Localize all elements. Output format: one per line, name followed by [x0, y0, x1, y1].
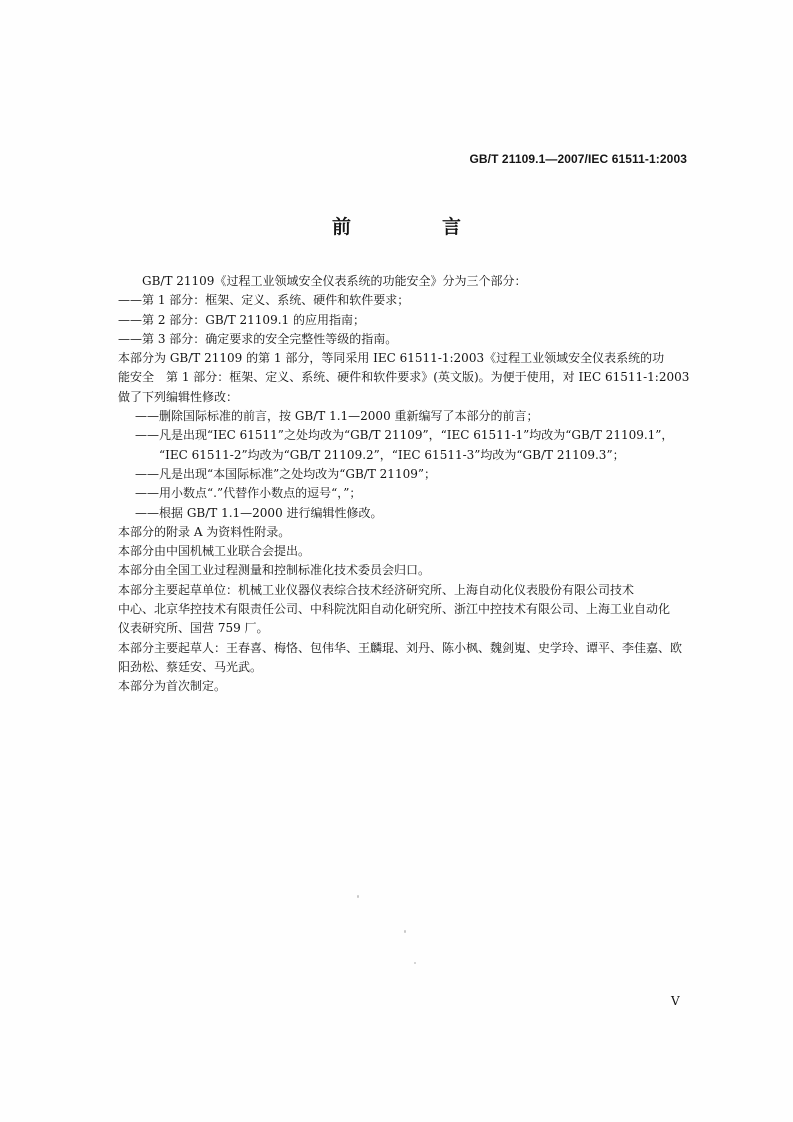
- drafting-units-paragraph: [118, 581, 693, 639]
- modification-item: ——用小数点“.”代替作小数点的逗号“，”；: [135, 486, 362, 501]
- adoption-line: 本部分为 GB/T 21109 的第 1 部分，等同采用 IEC 61511-1:2003《过程工业领域安全仪表系统的功: [118, 351, 665, 366]
- adoption-paragraph: [118, 349, 693, 407]
- scan-speck: [357, 895, 359, 898]
- drafting-units-line: 本部分主要起草单位：机械工业仪器仪表综合技术经济研究所、上海自动化仪表股份有限公司技术: [118, 582, 635, 597]
- page-title: 前 言: [331, 216, 497, 238]
- adoption-line: 能安全 第 1 部分：框架、定义、系统、硬件和软件要求》(英文版)。为便于使用，对 IEC 61511-1:2003: [118, 370, 690, 385]
- foreword-body: [118, 272, 693, 697]
- drafters-line: 本部分主要起草人：王春喜、梅恪、包伟华、王麟琨、刘丹、陈小枫、魏剑嵬、史学玲、谭平、李佳嘉、欧: [118, 640, 683, 655]
- drafters-line: 阳劲松、蔡廷安、马光武。: [118, 659, 263, 674]
- modification-item: ——根据 GB/T 1.1—2000 进行编辑性修改。: [135, 505, 383, 520]
- scan-speck: [404, 930, 406, 933]
- page-number: V: [671, 994, 680, 1008]
- modifications-list: [118, 407, 693, 523]
- proposed-by-statement: 本部分由中国机械工业联合会提出。: [118, 544, 311, 559]
- scan-speck: [414, 962, 416, 964]
- modification-item: ——删除国际标准的前言，按 GB/T 1.1—2000 重新编写了本部分的前言；: [135, 409, 539, 424]
- centralized-by-statement: 本部分由全国工业过程测量和控制标准化技术委员会归口。: [118, 563, 431, 578]
- part-3-item: ——第 3 部分：确定要求的安全完整性等级的指南。: [118, 331, 398, 346]
- drafting-units-line: 中心、北京华控技术有限责任公司、中科院沈阳自动化研究所、浙江中控技术有限公司、上海工业自动化: [118, 602, 671, 617]
- modification-item: ——凡是出现“本国际标准”之处均改为“GB/T 21109”；: [135, 466, 436, 481]
- part-1-item: ——第 1 部分：框架、定义、系统、硬件和软件要求；: [118, 293, 410, 308]
- part-2-item: ——第 2 部分：GB/T 21109.1 的应用指南；: [118, 312, 365, 327]
- drafters-paragraph: [118, 639, 693, 678]
- modification-item: ——凡是出现“IEC 61511”之处均改为“GB/T 21109”，“IEC 61511-1”均改为“GB/T 21109.1”，: [135, 428, 674, 443]
- parts-intro: GB/T 21109《过程工业领域安全仪表系统的功能安全》分为三个部分：: [142, 274, 527, 288]
- first-issue-statement: 本部分为首次制定。: [118, 679, 227, 694]
- annex-statement: 本部分的附录 A 为资料性附录。: [118, 524, 291, 539]
- adoption-line: 做了下列编辑性修改：: [118, 389, 239, 404]
- standard-number-header: GB/T 21109.1—2007/IEC 61511-1:2003: [469, 152, 687, 166]
- drafting-units-line: 仪表研究所、国营 759 厂。: [118, 621, 269, 636]
- modification-item-continuation: “IEC 61511-2”均改为“GB/T 21109.2”，“IEC 61511-3”均改为“GB/T 21109.3”；: [159, 447, 625, 462]
